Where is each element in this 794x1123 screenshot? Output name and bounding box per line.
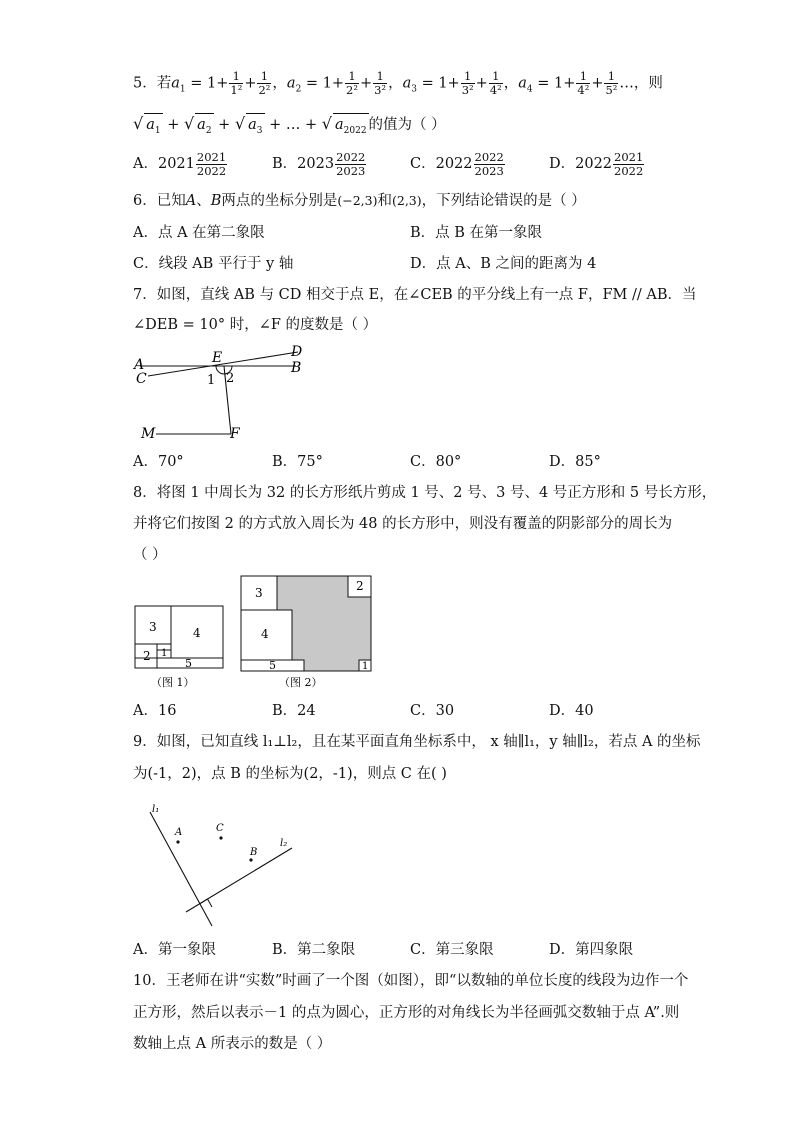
q5-number: 5．若 xyxy=(133,75,172,92)
label-a: A xyxy=(134,357,145,373)
q9-stem-line2: 为(-1，2)，点 B 的坐标为(2，-1)，则点 C 在( ) xyxy=(133,766,447,782)
q5-plus-3: + xyxy=(475,75,488,92)
fig1-label-1: 1 xyxy=(161,648,168,659)
q10-stem-line3: 数轴上点 A 所表示的数是（ ） xyxy=(133,1036,332,1052)
fig1-label-5: 5 xyxy=(185,657,192,670)
q7-figure xyxy=(128,340,318,450)
radical-sign-4: √ xyxy=(321,114,332,133)
q8-option-d: D．40 xyxy=(549,703,594,719)
q6-option-a: A．点 A 在第二象限 xyxy=(133,225,265,241)
q9-figure xyxy=(140,800,300,932)
q5-option-c: C．2022 $\frac{2022}{2023}$ xyxy=(410,149,504,178)
q5-frac-3: $\frac{1}{\text{2²}}$ xyxy=(346,69,358,97)
q5-frac-5: $\frac{1}{\text{3²}}$ xyxy=(461,69,474,97)
q5-line2-plus-1: + xyxy=(162,117,184,133)
label-point-b: B xyxy=(250,847,258,858)
q9-option-b: B．第二象限 xyxy=(272,942,356,958)
q5-line2-end: 的值为（ ） xyxy=(368,117,446,133)
q5-a2-sub: 2 xyxy=(295,84,302,95)
q5-option-b: B．2023 $\frac{2022}{2023}$ xyxy=(272,149,366,178)
label-e: E xyxy=(212,350,223,366)
q5-frac-2: $\frac{1}{\text{2²}}$ xyxy=(258,69,271,97)
q10-stem-line1: 10．王老师在讲“实数”时画了一个图（如图），即“以数轴的单位长度的线段为边作一个 xyxy=(133,973,689,989)
radical-sign-3: √ xyxy=(234,114,246,133)
q5-stem-line1 xyxy=(133,70,663,101)
q8-stem-line3: （ ） xyxy=(133,547,167,563)
fig1-label-4: 4 xyxy=(193,626,201,640)
q8-stem-line2: 并将它们按图 2 的方式放入周长为 48 的长方形中，则没有覆盖的阴影部分的周长为 xyxy=(133,516,673,532)
label-d: D xyxy=(291,344,303,360)
q8-stem-line1: 8．将图 1 中周长为 32 的长方形纸片剪成 1 号、2 号、3 号、4 号正方形和 5 号长方形， xyxy=(133,485,717,501)
label-l2: l₂ xyxy=(280,838,288,849)
q7-option-c: C．80° xyxy=(410,454,462,470)
q5-plus-4: + xyxy=(591,75,604,92)
q5-a4-symbol: a xyxy=(518,75,527,92)
q5-a4-eq: = 1+ xyxy=(532,75,576,92)
q10-stem-line2: 正方形，然后以表示－1 的点为圆心，正方形的对角线长为半径画弧交数轴于点 A”.则 xyxy=(133,1005,680,1021)
q5-frac-4: $\frac{1}{\text{3²}}$ xyxy=(374,69,387,97)
q5-line2-ellipsis: + … + xyxy=(264,117,322,133)
q7-stem-line1: 7．如图，直线 AB 与 CD 相交于点 E，在∠CEB 的平分线上有一点 F，FM // AB．当 xyxy=(133,287,697,303)
angle-label-2: 2 xyxy=(226,371,235,386)
label-m: M xyxy=(141,426,156,442)
q5-frac-8: $\frac{1}{\text{5²}}$ xyxy=(605,69,618,97)
q6-option-b: B．点 B 在第一象限 xyxy=(410,225,543,241)
q5-frac-1: $\frac{1}{\text{1²}}$ xyxy=(230,69,243,97)
q6-option-d: D．点 A、B 之间的距离为 4 xyxy=(410,256,597,272)
q7-stem-line2: ∠DEB = 10° 时，∠F 的度数是（ ） xyxy=(133,317,378,333)
q7-option-d: D．85° xyxy=(549,454,601,470)
q5-stem-line2 xyxy=(133,113,446,142)
q5-option-d: D．2022 $\frac{2021}{2022}$ xyxy=(549,149,644,178)
fig2-label-5: 5 xyxy=(269,659,276,672)
q5-frac-7: $\frac{1}{\text{4²}}$ xyxy=(577,69,590,97)
fig1-caption: （图 1） xyxy=(151,676,195,689)
point-b xyxy=(249,858,252,861)
label-point-c: C xyxy=(216,823,224,834)
sqrt-a3: $a_3$ xyxy=(246,113,264,142)
q8-option-a: A．16 xyxy=(133,703,177,719)
q9-option-a: A．第一象限 xyxy=(133,942,216,958)
fig2-label-1: 1 xyxy=(362,661,369,672)
line-cd xyxy=(148,352,298,376)
q9-stem-line1: 9．如图，已知直线 l₁⊥l₂，且在某平面直角坐标系中， x 轴∥l₁，y 轴∥l₂，若点 A 的坐标 xyxy=(133,734,701,750)
q6-option-c: C．线段 AB 平行于 y 轴 xyxy=(133,256,294,272)
label-l1: l₁ xyxy=(152,804,160,815)
q5-plus-2: + xyxy=(359,75,373,92)
q5-a1-symbol: a xyxy=(171,75,180,92)
fig1-label-2: 2 xyxy=(143,649,151,663)
fig2-label-2: 2 xyxy=(356,579,364,593)
q5-a2-eq: = 1+ xyxy=(301,75,345,92)
label-b: B xyxy=(291,360,302,376)
q5-frac-6: $\frac{1}{\text{4²}}$ xyxy=(489,69,502,97)
q9-option-c: C．第三象限 xyxy=(410,942,494,958)
radical-sign-2: √ xyxy=(183,114,195,133)
label-point-a: A xyxy=(175,827,183,838)
fig2-caption: （图 2） xyxy=(279,676,323,689)
q6-stem: 6．已知A、B两点的坐标分别是(−2,3)和(2,3)，下列结论错误的是（ ） xyxy=(133,193,586,209)
q5-sep-2: ， xyxy=(388,75,403,92)
sqrt-a2: $a_2$ xyxy=(195,113,213,142)
q8-option-b: B．24 xyxy=(272,703,316,719)
q8-figure-2 xyxy=(239,574,373,692)
q5-sep-3: ， xyxy=(503,75,519,92)
sqrt-a1: $a_1$ xyxy=(144,113,162,142)
q7-option-a: A．70° xyxy=(133,454,184,470)
point-c xyxy=(219,836,222,839)
sqrt-a2022: $a_{2022}$ xyxy=(333,113,369,142)
q5-sep-1: ， xyxy=(272,75,287,92)
label-f: F xyxy=(230,426,240,442)
q5-option-a: A．2021 $\frac{2021}{2022}$ xyxy=(133,149,227,178)
q5-a1-sub: 1 xyxy=(179,84,186,95)
fig1-label-3: 3 xyxy=(149,620,157,634)
fig2-label-4: 4 xyxy=(261,627,269,641)
radical-sign-1: √ xyxy=(133,114,144,133)
q5-a4-sub: 4 xyxy=(526,84,533,95)
q5-a3-eq: = 1+ xyxy=(416,75,460,92)
q5-a2-symbol: a xyxy=(286,75,296,92)
q8-figure-1 xyxy=(133,604,225,692)
q5-tail: …，则 xyxy=(619,75,663,92)
q8-option-c: C．30 xyxy=(410,703,455,719)
point-a xyxy=(176,840,179,843)
q5-a3-symbol: a xyxy=(402,75,412,92)
angle-label-1: 1 xyxy=(207,373,216,388)
q9-option-d: D．第四象限 xyxy=(549,942,634,958)
q7-option-b: B．75° xyxy=(272,454,323,470)
q5-line2-plus-2: + xyxy=(213,117,235,133)
fig2-label-3: 3 xyxy=(255,586,263,600)
q5-plus-1: + xyxy=(244,75,257,92)
q5-a1-eq: = 1+ xyxy=(185,75,229,92)
q5-a3-sub: 3 xyxy=(411,84,417,95)
label-c: C xyxy=(136,371,147,387)
